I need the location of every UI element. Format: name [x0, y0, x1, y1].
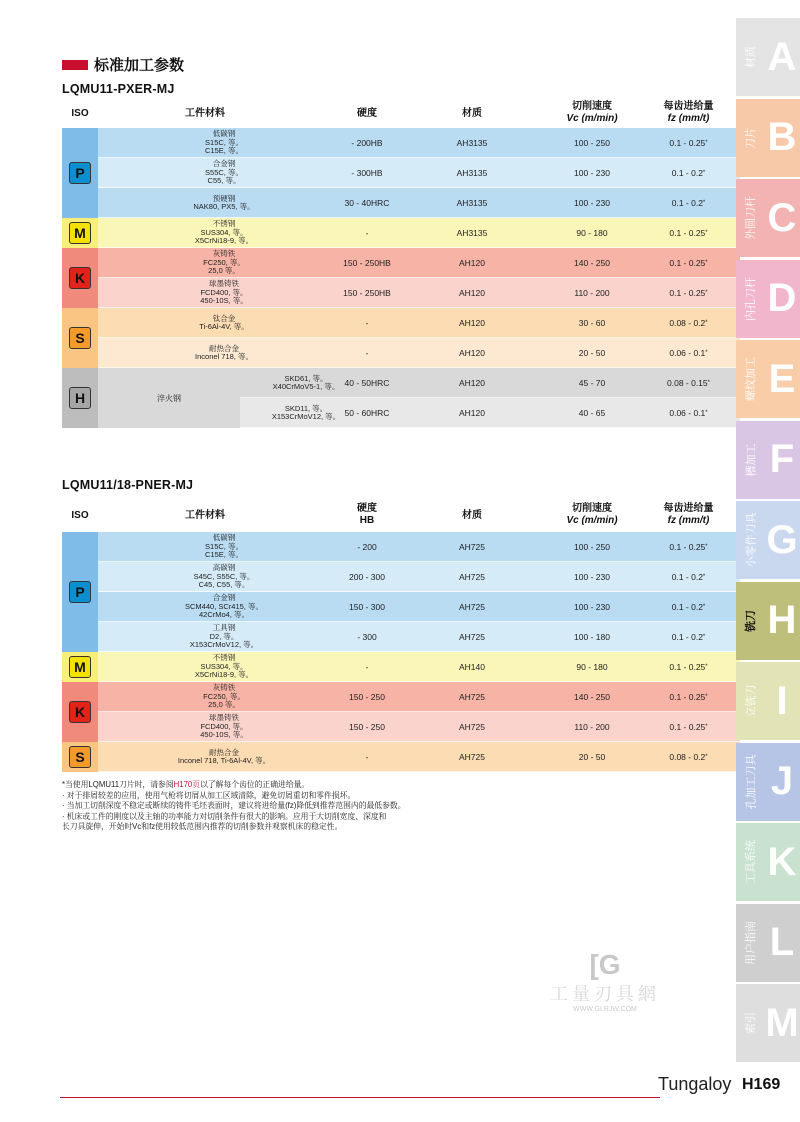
side-tab-j[interactable] — [736, 743, 800, 821]
hardness-cell: - — [365, 318, 369, 328]
vc-cell: 20 - 50 — [578, 348, 606, 358]
hardness-cell: 150 - 300 — [349, 602, 385, 612]
fz-cell: 0.1 - 0.25 * — [669, 288, 708, 298]
footer-line — [60, 1097, 660, 1098]
fz-cell: 0.1 - 0.25 * — [669, 692, 708, 702]
vc-cell: 100 - 230 — [574, 602, 610, 612]
side-tab-letter: J — [770, 759, 794, 803]
material-cell: 不锈钢 SUS304, 等。 X5CrNi18-9, 等。 — [194, 653, 254, 680]
grade-cell: AH3135 — [456, 228, 488, 238]
hdr-material: 工件材料 — [185, 108, 225, 119]
iso-badge: K — [69, 701, 91, 723]
table2 — [62, 494, 740, 765]
iso-badge: M — [69, 222, 91, 244]
section-title — [62, 54, 184, 75]
material-cell: SKD11, 等。 X153CrMoV12, 等。 — [271, 403, 341, 421]
iso-badge: S — [69, 327, 91, 349]
vc-cell: 40 - 65 — [578, 408, 606, 418]
fz-cell: 0.1 - 0.2 * — [671, 602, 706, 612]
side-tab-h[interactable] — [736, 582, 800, 660]
side-tab-label: 工具系统 — [745, 840, 757, 884]
grade-cell: AH120 — [459, 288, 485, 298]
vc-cell: 45 - 70 — [578, 378, 606, 388]
side-tab-letter: H — [767, 598, 797, 642]
side-tab-letter: I — [776, 678, 788, 723]
side-tab-letter: G — [766, 517, 798, 562]
page-link[interactable]: H170页 — [173, 780, 201, 789]
hardness-cell: - — [365, 662, 369, 672]
vc-cell: 100 - 180 — [574, 632, 610, 642]
material-cell: 合金钢 SCM440, SCr415, 等。 42CrMo4, 等。 — [185, 593, 263, 620]
title-bar — [62, 60, 88, 70]
side-tab-label: 小零件刀具 — [745, 512, 757, 568]
side-tab-label: 铣刀 — [745, 609, 757, 632]
vc-cell: 100 - 250 — [574, 542, 610, 552]
vc-cell: 90 - 180 — [576, 662, 608, 672]
grade-cell: AH725 — [459, 632, 485, 642]
side-tab-label: 内孔刀杆 — [745, 276, 757, 321]
note-2: · 对于排屑较差的应用，使用气枪将切屑从加工区域清除，避免切屑重切和零件损坏。 — [62, 790, 356, 800]
vc-cell: 100 - 230 — [574, 168, 610, 178]
vc-cell: 30 - 60 — [578, 318, 606, 328]
side-tab-letter: L — [769, 920, 795, 964]
table-row — [62, 562, 740, 592]
table1-title: LQMU11-PXER-MJ — [62, 82, 175, 96]
grade-cell: AH120 — [459, 318, 485, 328]
grade-cell: AH725 — [459, 542, 485, 552]
side-tab-letter: D — [767, 276, 797, 320]
table-row — [62, 712, 740, 742]
vc-cell: 140 - 250 — [574, 258, 610, 268]
iso-badge: P — [69, 581, 91, 603]
iso-badge: P — [69, 162, 91, 184]
material-cell: 球墨铸铁 FCD400, 等。 450-10S, 等。 — [200, 713, 248, 740]
note-4: · 机床或工件的刚度以及主轴的功率能力对切削条件有很大的影响。应用于大切削宽度、深度和 — [62, 811, 387, 821]
hardness-cell: 150 - 250 — [349, 722, 385, 732]
material-cell: 不锈钢 SUS304, 等。 X5CrNi18-9, 等。 — [194, 219, 254, 246]
table-row — [62, 652, 740, 682]
fz-cell: 0.1 - 0.25 * — [669, 228, 708, 238]
hdr-iso: ISO — [71, 108, 89, 119]
table-row — [62, 278, 740, 308]
note-3: · 当加工切削深度不稳定或断续的铸件毛坯表面时，建议将进给量(fz)降低到推荐范围内的最低参数。 — [62, 801, 406, 810]
hdr-grade: 材质 — [462, 510, 482, 521]
side-tab-label: 材质 — [745, 46, 757, 68]
vc-cell: 100 - 230 — [574, 198, 610, 208]
material-cell: 球墨铸铁 FCD400, 等。 450-10S, 等。 — [200, 279, 248, 306]
watermark — [540, 950, 670, 1013]
hardness-cell: - — [365, 752, 369, 762]
table-row — [62, 158, 740, 188]
table-row — [62, 592, 740, 622]
hardness-cell: 30 - 40HRC — [344, 198, 390, 208]
iso-badge: H — [69, 387, 91, 409]
fz-cell: 0.06 - 0.1 * — [669, 408, 708, 418]
table-row — [62, 682, 740, 712]
hardness-cell: - 300 — [357, 632, 377, 642]
table-row — [62, 368, 740, 398]
section-title-text: 标准加工参数 — [94, 57, 185, 74]
grade-cell: AH140 — [459, 662, 485, 672]
side-tab-k[interactable] — [736, 823, 800, 901]
material-cell: 预硬钢 NAK80, PX5, 等。 — [193, 193, 255, 211]
side-tab-letter: C — [767, 195, 797, 240]
hardness-cell: 40 - 50HRC — [344, 378, 390, 388]
table-row — [62, 128, 740, 158]
hdr-grade: 材质 — [462, 108, 482, 119]
fz-cell: 0.1 - 0.25 * — [669, 542, 708, 552]
hardness-cell: - 300HB — [351, 168, 383, 178]
vc-cell: 100 - 230 — [574, 572, 610, 582]
material-cell: SKD61, 等。 X40CrMoV5-1, 等。 — [272, 373, 340, 391]
vc-cell: 110 - 200 — [574, 288, 610, 298]
side-tab-label: 立铣刀 — [745, 684, 757, 718]
side-tab-c[interactable] — [736, 179, 800, 257]
table-row — [62, 742, 740, 772]
side-tab-m[interactable] — [736, 984, 800, 1062]
hardness-cell: 50 - 60HRC — [344, 408, 390, 418]
grade-cell: AH120 — [459, 348, 485, 358]
side-tab-label: 螺纹加工 — [745, 357, 757, 401]
hdr-iso: ISO — [71, 510, 89, 521]
material-cell: 工具钢 D2, 等。 X153CrMoV12, 等。 — [189, 623, 259, 650]
watermark-logo: [G — [589, 949, 621, 980]
table-row — [62, 248, 740, 278]
table-row — [62, 308, 740, 338]
grade-cell: AH725 — [459, 602, 485, 612]
note-1: *当使用LQMU11刀片时，请参阅H170页以了解每个齿位的正确进给量。 — [62, 780, 310, 789]
hdr-material: 工件材料 — [185, 510, 225, 521]
fz-cell: 0.1 - 0.2 * — [671, 168, 706, 178]
side-tab-label: 孔加工刀具 — [745, 754, 757, 809]
side-tab-f[interactable] — [736, 421, 800, 499]
table-row — [62, 338, 740, 368]
side-tab-label: 索引 — [745, 1012, 757, 1034]
footer-brand: Tungaloy — [658, 1074, 732, 1094]
grade-cell: AH3135 — [456, 138, 488, 148]
fz-cell: 0.1 - 0.2 * — [671, 572, 706, 582]
table-row — [62, 218, 740, 248]
grade-cell: AH120 — [459, 378, 485, 388]
material-cell: 钛合金 Ti-6Al-4V, 等。 — [199, 313, 249, 331]
side-tab-a[interactable] — [736, 18, 800, 96]
material-cell: 合金钢 S55C, 等。 C55, 等。 — [205, 159, 243, 186]
side-tab-l[interactable] — [736, 904, 800, 982]
hardness-cell: - 200 — [357, 542, 377, 552]
fz-cell: 0.1 - 0.2 * — [671, 632, 706, 642]
side-tab-d[interactable] — [736, 260, 800, 338]
material-cell: 耐热合金 Inconel 718, Ti-6Al-4V, 等。 — [177, 747, 271, 765]
hdr-fz: 每齿进给量 fz (mm/t) — [663, 101, 714, 124]
fz-cell: 0.1 - 0.25 * — [669, 138, 708, 148]
grade-cell: AH120 — [459, 408, 485, 418]
hardness-cell: - — [365, 348, 369, 358]
hdr-fz: 每齿进给量 fz (mm/t) — [663, 503, 714, 526]
vc-cell: 100 - 250 — [574, 138, 610, 148]
material-cell: 低碳钢 S15C, 等。 C15E, 等。 — [205, 533, 243, 560]
material-cell: 耐热合金 Inconel 718, 等。 — [195, 343, 253, 361]
watermark-url: WWW.GLRJW.COM — [573, 1006, 637, 1013]
side-tab-e[interactable] — [736, 340, 800, 418]
side-tab-i[interactable] — [736, 662, 800, 740]
side-tab-letter: B — [767, 115, 797, 159]
side-tab-label: 用户指南 — [745, 920, 757, 965]
grade-cell: AH3135 — [456, 168, 488, 178]
fz-cell: 0.08 - 0.2 * — [669, 752, 708, 762]
material-cell: 灰铸铁 FC250, 等。 25,0 等。 — [203, 683, 245, 710]
hdr-hardness: 硬度 — [357, 108, 377, 119]
grade-cell: AH725 — [459, 572, 485, 582]
table-row — [62, 532, 740, 562]
hardness-cell: 150 - 250HB — [343, 258, 391, 268]
hdr-vc: 切削速度 Vc (m/min) — [566, 101, 618, 124]
fz-cell: 0.1 - 0.25 * — [669, 258, 708, 268]
table-row — [62, 188, 740, 218]
hdr-hardness: 硬度 HB — [357, 503, 377, 526]
hardness-cell: 200 - 300 — [349, 572, 385, 582]
material-cell: 灰铸铁 FC250, 等。 25,0 等。 — [203, 249, 245, 276]
table-row — [62, 622, 740, 652]
iso-badge: M — [69, 656, 91, 678]
material-cell: 高碳钢 S45C, S55C, 等。 C45, C55, 等。 — [193, 563, 255, 590]
iso-badge: K — [69, 267, 91, 289]
fz-cell: 0.1 - 0.25 * — [669, 662, 708, 672]
vc-cell: 110 - 200 — [574, 722, 610, 732]
hardness-cell: - 200HB — [351, 138, 383, 148]
material-cell: 低碳钢 S15C, 等。 C15E, 等。 — [205, 129, 243, 156]
side-tab-g[interactable] — [736, 501, 800, 579]
fz-cell: 0.1 - 0.2 * — [671, 198, 706, 208]
fz-cell: 0.08 - 0.15 * — [667, 378, 710, 388]
iso-badge: S — [69, 746, 91, 768]
table-row — [62, 398, 740, 428]
hdr-vc: 切削速度 Vc (m/min) — [566, 503, 618, 526]
side-tab-b[interactable] — [736, 99, 800, 177]
side-tab-letter: E — [768, 356, 796, 401]
grade-cell: AH725 — [459, 752, 485, 762]
note-5: 长刀具旋伸，开始时Vc和fz使用较低范围内推荐的切削参数并观察机床的稳定性。 — [62, 822, 343, 831]
side-tab-letter: A — [767, 34, 797, 79]
hardness-cell: 150 - 250 — [349, 692, 385, 702]
hardness-cell: - — [365, 228, 369, 238]
page-number: H169 — [742, 1076, 781, 1093]
hardness-cell: 150 - 250HB — [343, 288, 391, 298]
grade-cell: AH725 — [459, 692, 485, 702]
side-tab-letter: F — [769, 437, 795, 481]
side-tab-letter: K — [767, 839, 797, 884]
vc-cell: 140 - 250 — [574, 692, 610, 702]
grade-cell: AH3135 — [456, 198, 488, 208]
quench-label: 淬火钢 — [98, 368, 240, 428]
grade-cell: AH725 — [459, 722, 485, 732]
notes — [62, 780, 406, 833]
side-tab-label: 刀片 — [745, 126, 757, 149]
fz-cell: 0.1 - 0.25 * — [669, 722, 708, 732]
side-tab-label: 外圆刀杆 — [745, 196, 757, 240]
vc-cell: 90 - 180 — [576, 228, 608, 238]
fz-cell: 0.08 - 0.2 * — [669, 318, 708, 328]
fz-cell: 0.06 - 0.1 * — [669, 348, 708, 358]
table1 — [62, 98, 740, 421]
vc-cell: 20 - 50 — [578, 752, 606, 762]
watermark-text: 工量刃具網 — [550, 984, 660, 1004]
side-tab-label: 槽加工 — [745, 443, 757, 476]
side-tab-letter: M — [765, 1000, 799, 1045]
table2-title: LQMU11/18-PNER-MJ — [62, 478, 194, 492]
grade-cell: AH120 — [459, 258, 485, 268]
